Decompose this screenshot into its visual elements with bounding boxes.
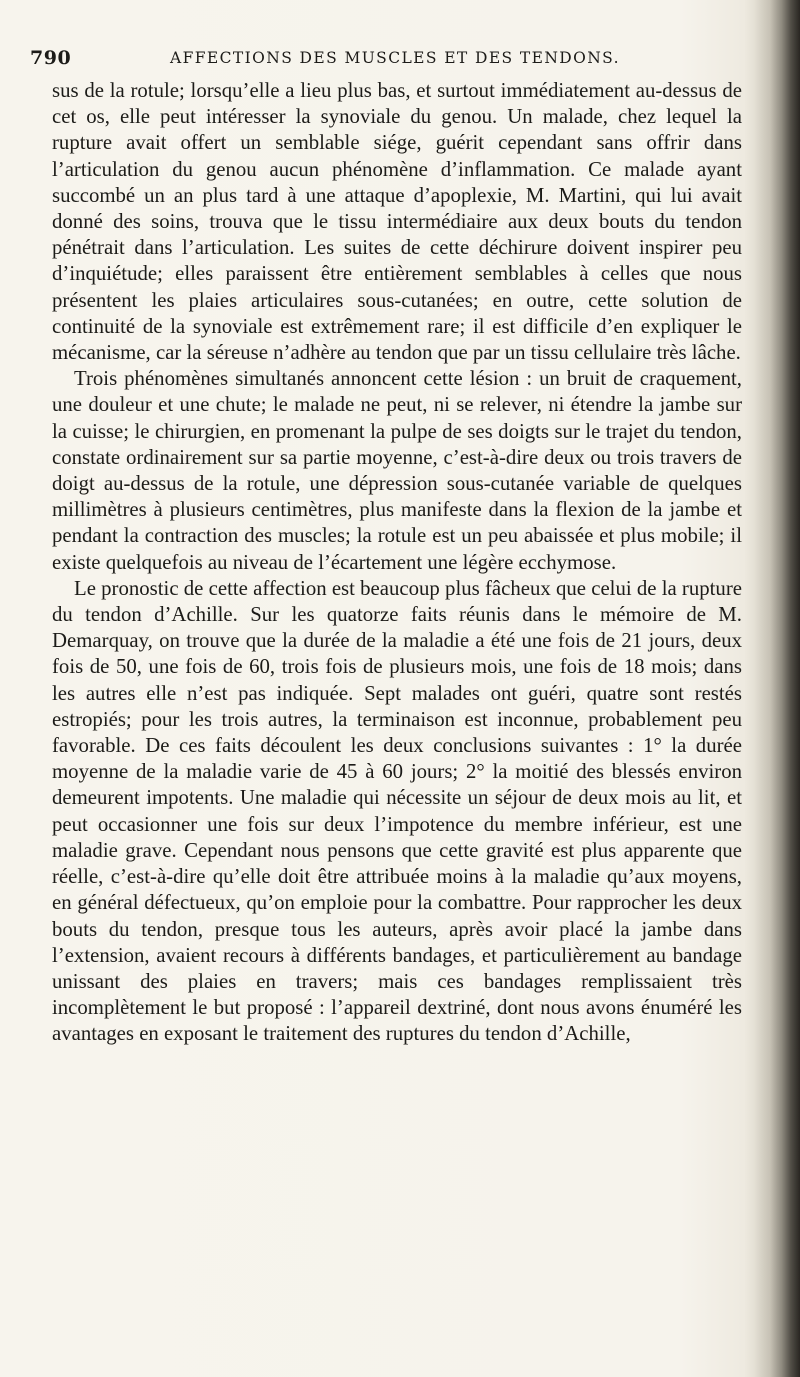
body-text [52,78,742,1048]
paragraph-1: sus de la rotule; lorsqu’elle a lieu plus bas, et surtout immédiatement au-dessus de cet os, elle peut intéresser la synoviale du genou. Un malade, chez lequel la rupture avait offert un semblable siége, guérit cependant sans offrir dans l’articulation du genou aucun phénomène d’inflammation. Ce malade ayant succombé un an plus tard à une attaque d’apoplexie, M. Martini, qui lui avait donné des soins, trouva que le tissu intermédiaire aux deux bouts du tendon pénétrait dans l’articulation. Les suites de cette déchirure doivent inspirer peu d’inquiétude; elles paraissent être entièrement semblables à celles que nous présentent les plaies articulaires sous-cutanées; en outre, cette solution de continuité de la synoviale est extrêmement rare; il est difficile d’en expliquer le mécanisme, car la séreuse n’adhère au tendon que par un tissu cellulaire très lâche. [52,79,742,365]
paragraph-2: Trois phénomènes simultanés annoncent cette lésion : un bruit de craquement, une douleur et une chute; le malade ne peut, ni se relever, ni étendre la jambe sur la cuisse; le chirurgien, en promenant la pulpe de ses doigts sur le trajet du tendon, constate ordinairement sur sa partie moyenne, c’est-à-dire deux ou trois travers de doigt au-dessus de la rotule, une dépression sous-cutanée variable de quelques millimètres à plusieurs centimètres, plus manifeste dans la flexion de la jambe et pendant la contraction des muscles; la rotule est un peu abaissée et plus mobile; il existe quelquefois au niveau de l’écartement une légère ecchymose. [52,367,742,574]
paragraph-3: Le pronostic de cette affection est beaucoup plus fâcheux que celui de la rupture du tendon d’Achille. Sur les quatorze faits réunis dans le mémoire de M. Demarquay, on trouve que la durée de la maladie a été une fois de 21 jours, deux fois de 50, une fois de 60, trois fois de plusieurs mois, une fois de 18 mois; dans les autres elle n’est pas indiquée. Sept malades ont guéri, quatre sont restés estropiés; pour les trois autres, la terminaison est inconnue, probablement peu favorable. De ces faits découlent les deux conclusions suivantes : 1° la durée moyenne de la maladie varie de 45 à 60 jours; 2° la moitié des blessés environ demeurent impotents. Une maladie qui nécessite un séjour de deux mois au lit, et peut occasionner une fois sur deux l’impotence du membre inférieur, est une maladie grave. Cependant nous pensons que cette gravité est plus apparente que réelle, c’est-à-dire qu’elle doit être attribuée moins à la maladie qu’aux moyens, en général défectueux, qu’on emploie pour la combattre. Pour rapprocher les deux bouts du tendon, presque tous les auteurs, après avoir placé la jambe dans l’extension, avaient recours à différents bandages, et particulièrement au bandage unissant des plaies en travers; mais ces bandages remplissaient très incomplètement le but proposé : l’appareil dextriné, dont nous avons énuméré les avantages en exposant le traitement des ruptures du tendon d’Achille, [52,576,742,1046]
page-binding-shadow [754,0,800,1377]
running-head: AFFECTIONS DES MUSCLES ET DES TENDONS. [170,49,620,67]
page-number: 790 [30,47,72,69]
